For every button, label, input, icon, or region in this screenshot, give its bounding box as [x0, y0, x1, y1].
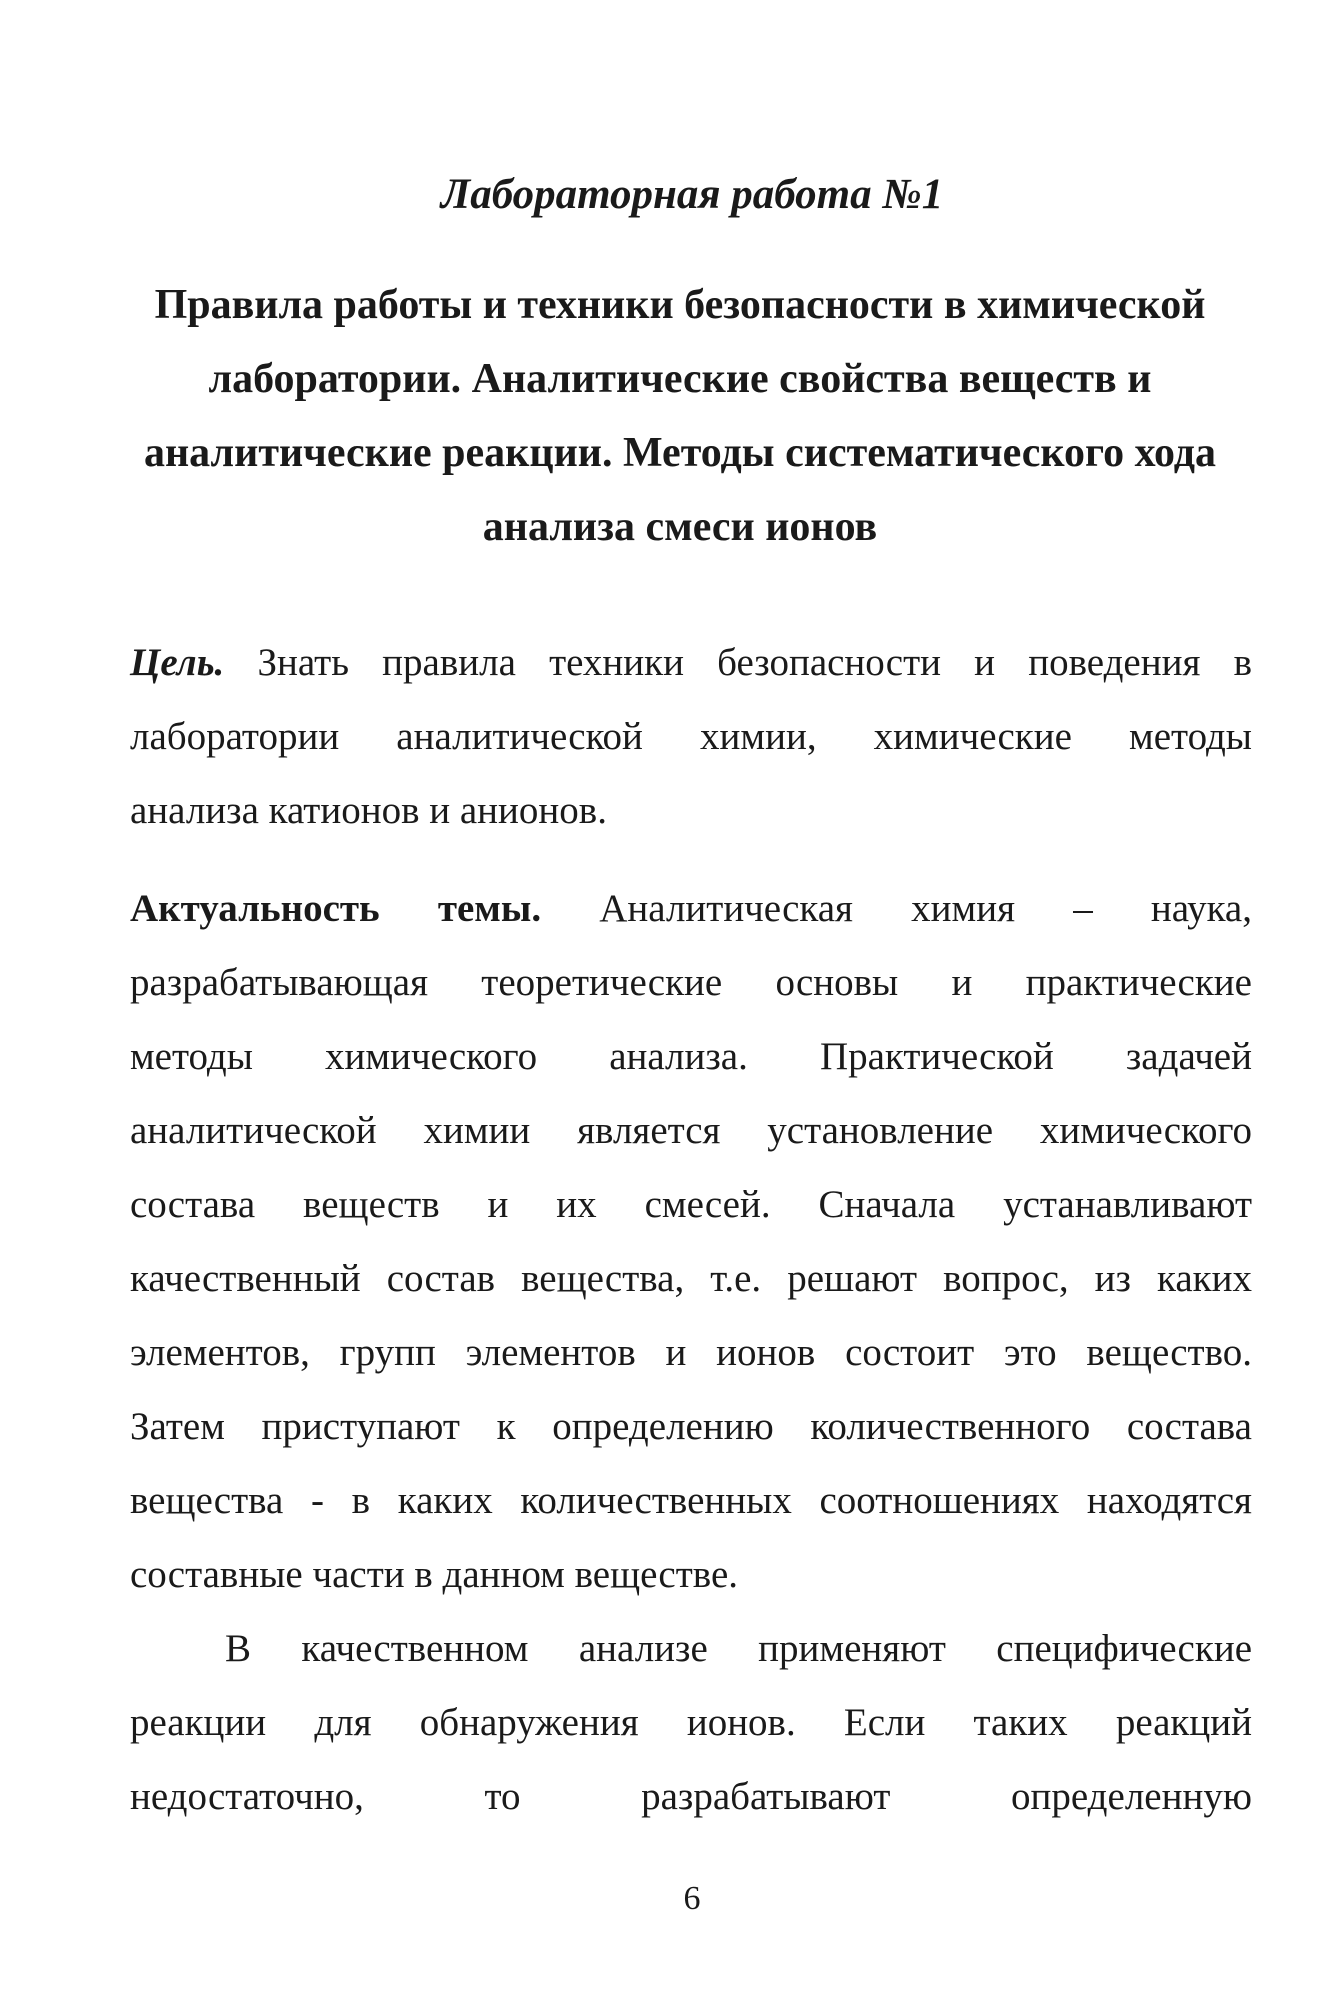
goal-text: Знать правила техники безопасности и поведения в [257, 641, 1252, 684]
text-line: реакции для обнаружения ионов. Если таких реакций [130, 1701, 1252, 1744]
relevance-paragraph [130, 872, 1252, 1612]
goal-label: Цель. [130, 641, 225, 684]
text-line [130, 872, 1252, 946]
text-line: Затем приступают к определению количественного состава [130, 1405, 1252, 1448]
goal-paragraph [130, 626, 1252, 848]
title-line: лаборатории. Аналитические свойства веществ и [208, 356, 1152, 402]
text-line: В качественном анализе применяют специфические [225, 1627, 1252, 1670]
title-line: аналитические реакции. Методы систематического хода [143, 430, 1217, 476]
text-line: лаборатории аналитической химии, химические методы [130, 715, 1252, 758]
page-number: 6 [683, 1880, 701, 1917]
text-line: недостаточно, то разрабатывают определенную [130, 1775, 1252, 1818]
text-line: состава веществ и их смесей. Сначала устанавливают [130, 1183, 1252, 1226]
document-title [130, 268, 1230, 564]
text-line: составные части в данном веществе. [130, 1553, 739, 1596]
title-line: Правила работы и техники безопасности в химической [154, 282, 1206, 328]
text-line: элементов, групп элементов и ионов состоит это вещество. [130, 1331, 1252, 1374]
text-line [130, 626, 1252, 700]
relevance-text: Аналитическая химия – наука, [599, 887, 1252, 930]
text-line: вещества - в каких количественных соотношениях находятся [130, 1479, 1252, 1522]
relevance-label: Актуальность темы. [130, 887, 542, 930]
text-line: качественный состав вещества, т.е. решают вопрос, из каких [130, 1257, 1252, 1300]
qualitative-analysis-paragraph [130, 1612, 1252, 1834]
text-line: аналитической химии является установление химического [130, 1109, 1252, 1152]
text-line: методы химического анализа. Практической задачей [130, 1035, 1252, 1078]
title-line: анализа смеси ионов [482, 504, 878, 550]
text-line: анализа катионов и анионов. [130, 789, 607, 832]
lab-work-number: Лабораторная работа №1 [440, 171, 944, 218]
text-line: разрабатывающая теоретические основы и практические [130, 961, 1252, 1004]
